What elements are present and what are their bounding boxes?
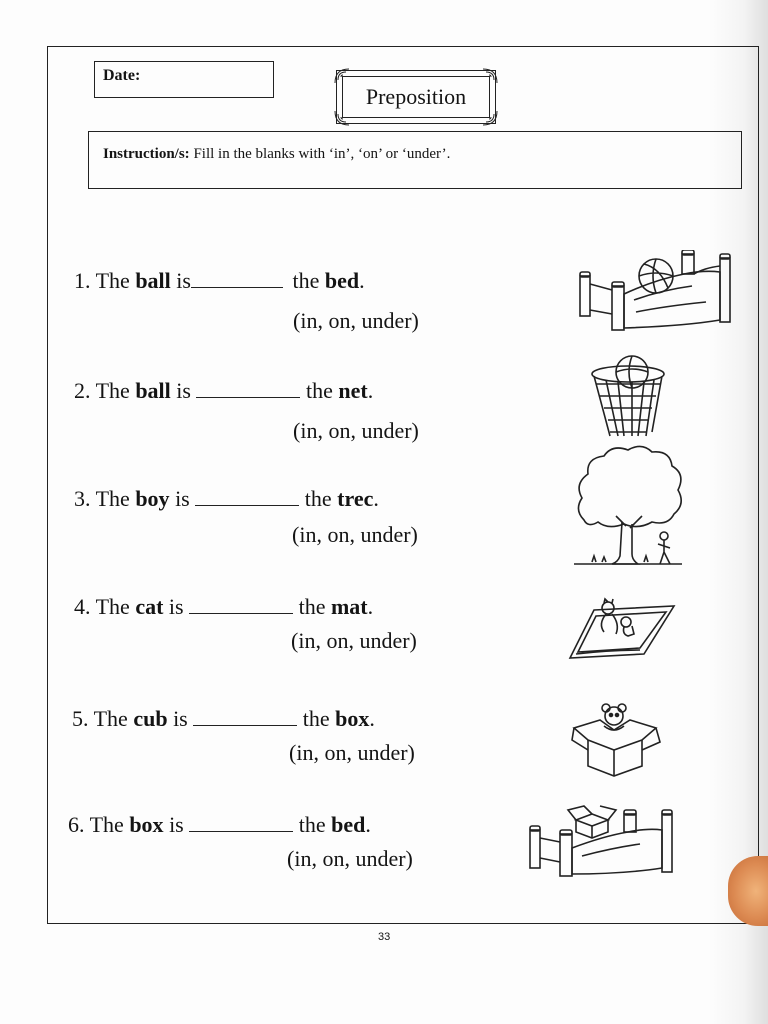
question-number: 3. [74, 486, 91, 511]
question-text: The [93, 706, 128, 731]
cub-in-box-icon [570, 700, 662, 778]
question-3 [74, 486, 379, 512]
question-number: 4. [74, 594, 91, 619]
answer-blank[interactable] [191, 269, 283, 288]
question-number: 6. [68, 812, 85, 837]
question-period: . [365, 812, 371, 837]
question-period: . [359, 268, 365, 293]
question-text: the [305, 378, 333, 403]
question-subject: cat [135, 594, 164, 619]
question-subject: ball [135, 378, 171, 403]
question-1 [74, 268, 365, 294]
question-text: The [89, 812, 124, 837]
options-4: (in, on, under) [291, 628, 417, 653]
question-4 [74, 594, 373, 620]
question-subject: ball [135, 268, 171, 293]
question-text: The [95, 378, 130, 403]
question-text: the [292, 268, 320, 293]
question-period: . [369, 706, 375, 731]
question-period: . [367, 594, 374, 619]
question-subject: cub [133, 706, 168, 731]
page-number: 33 [378, 931, 391, 943]
question-number: 5. [72, 706, 89, 731]
question-object: trec [337, 486, 374, 511]
question-period: . [367, 378, 374, 403]
options-5: (in, on, under) [289, 740, 415, 765]
title-box [336, 70, 496, 124]
question-2 [74, 378, 373, 404]
options-3: (in, on, under) [292, 522, 418, 547]
question-text: the [298, 812, 326, 837]
question-text: The [95, 268, 130, 293]
cat-on-mat-icon [568, 596, 678, 662]
options-1: (in, on, under) [293, 308, 419, 333]
answer-blank[interactable] [196, 379, 300, 398]
page-title: Preposition [342, 76, 490, 118]
question-number: 1. [74, 268, 91, 293]
question-object: box [335, 706, 370, 731]
question-verb: is [168, 594, 184, 619]
question-object: net [338, 378, 368, 403]
question-6 [68, 812, 371, 838]
question-subject: box [129, 812, 164, 837]
question-text: the [298, 594, 326, 619]
question-object: mat [330, 594, 368, 619]
date-label: Date: [103, 67, 141, 84]
question-text: The [95, 594, 130, 619]
question-text: the [302, 706, 330, 731]
options-6: (in, on, under) [287, 846, 413, 871]
ball-on-bed-icon [574, 250, 738, 336]
boy-under-tree-icon [572, 444, 688, 570]
instruction-label: Instruction/s: [103, 146, 190, 162]
question-verb: is [169, 812, 184, 837]
answer-blank[interactable] [193, 707, 297, 726]
question-verb: is [175, 486, 190, 511]
date-box[interactable] [94, 61, 274, 98]
ball-in-net-icon [588, 352, 670, 440]
answer-blank[interactable] [189, 813, 293, 832]
box-on-bed-icon [524, 800, 680, 880]
question-verb: is [176, 268, 191, 293]
question-number: 2. [74, 378, 91, 403]
question-text: The [95, 486, 130, 511]
options-2: (in, on, under) [293, 418, 419, 443]
question-subject: boy [135, 486, 170, 511]
question-verb: is [173, 706, 188, 731]
question-object: bed [324, 268, 360, 293]
question-verb: is [176, 378, 191, 403]
question-period: . [373, 486, 379, 511]
answer-blank[interactable] [195, 487, 299, 506]
instruction-text: Fill in the blanks with ‘in’, ‘on’ or ‘under’. [189, 146, 451, 162]
answer-blank[interactable] [189, 595, 293, 614]
instruction-box [88, 131, 742, 189]
question-5 [72, 706, 375, 732]
question-text: the [304, 486, 332, 511]
question-object: bed [331, 812, 366, 837]
